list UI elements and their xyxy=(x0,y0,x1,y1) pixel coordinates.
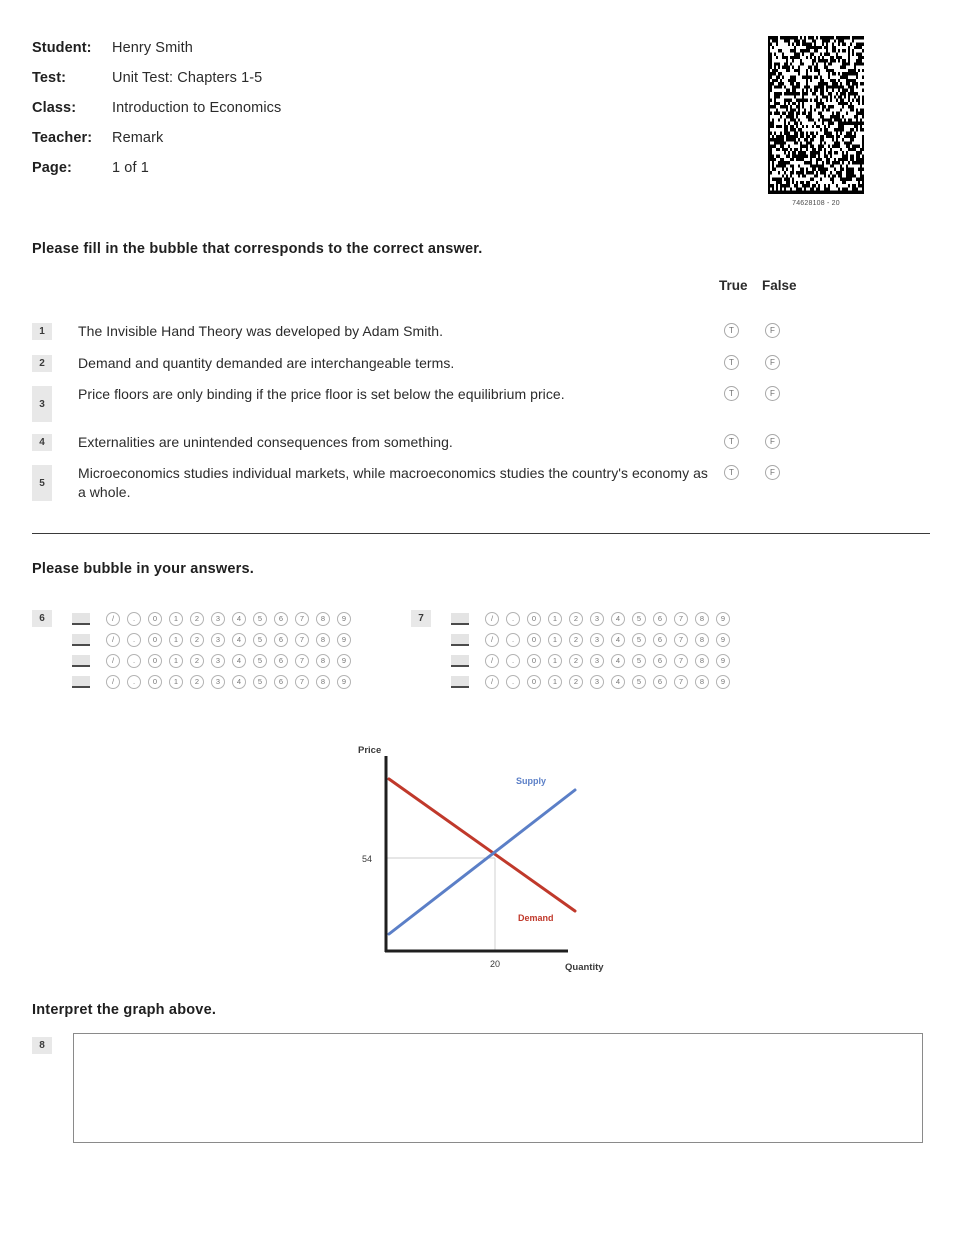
bubble-7[interactable]: 7 xyxy=(295,675,309,689)
bubble-2[interactable]: 2 xyxy=(190,633,204,647)
bubble-grid-rows xyxy=(451,608,730,692)
bubble-4[interactable]: 4 xyxy=(611,612,625,626)
meta-value-student: Henry Smith xyxy=(112,40,193,56)
qr-code-block xyxy=(768,36,864,207)
bubble-false[interactable]: F xyxy=(765,323,780,338)
true-false-bubble-pair xyxy=(724,355,780,370)
bubble-5[interactable]: 5 xyxy=(253,675,267,689)
meta-label-student: Student: xyxy=(32,40,92,56)
meta-row-test xyxy=(32,70,732,100)
true-false-row xyxy=(32,464,832,502)
chart-tick-label-x: 20 xyxy=(489,959,501,969)
bubble-9[interactable]: 9 xyxy=(716,654,730,668)
bubble-dot[interactable]: . xyxy=(127,612,141,626)
write-in-box[interactable] xyxy=(72,655,90,667)
bubble-slash[interactable]: / xyxy=(106,612,120,626)
meta-value-teacher: Remark xyxy=(112,130,164,146)
question-number-7: 7 xyxy=(411,610,431,627)
true-false-row xyxy=(32,385,832,422)
bubble-0[interactable]: 0 xyxy=(527,675,541,689)
true-false-bubble-pair xyxy=(724,386,780,401)
bubble-dot[interactable]: . xyxy=(506,654,520,668)
bubble-grid-row xyxy=(72,671,351,692)
bubble-row xyxy=(106,654,351,668)
bubble-4[interactable]: 4 xyxy=(611,675,625,689)
bubble-1[interactable]: 1 xyxy=(169,633,183,647)
write-in-box[interactable] xyxy=(451,655,469,667)
bubble-grid-row xyxy=(72,650,351,671)
bubble-5[interactable]: 5 xyxy=(253,654,267,668)
bubble-9[interactable]: 9 xyxy=(337,612,351,626)
meta-value-page: 1 of 1 xyxy=(112,160,149,176)
bubble-7[interactable]: 7 xyxy=(295,612,309,626)
bubble-6[interactable]: 6 xyxy=(274,654,288,668)
bubble-slash[interactable]: / xyxy=(106,654,120,668)
chart-axis-label-y: Price xyxy=(358,745,382,756)
bubble-7[interactable]: 7 xyxy=(674,612,688,626)
column-header-true: True xyxy=(719,278,748,293)
true-false-bubble-pair xyxy=(724,434,780,449)
bubble-7[interactable]: 7 xyxy=(674,654,688,668)
bubble-grid-row xyxy=(451,608,730,629)
bubble-4[interactable]: 4 xyxy=(232,633,246,647)
bubble-grid-row xyxy=(72,629,351,650)
bubble-5[interactable]: 5 xyxy=(253,633,267,647)
meta-label-page: Page: xyxy=(32,160,72,176)
bubble-8[interactable]: 8 xyxy=(316,675,330,689)
meta-value-test: Unit Test: Chapters 1-5 xyxy=(112,70,263,86)
bubble-7[interactable]: 7 xyxy=(674,675,688,689)
bubble-5[interactable]: 5 xyxy=(632,612,646,626)
bubble-6[interactable]: 6 xyxy=(653,633,667,647)
bubble-6[interactable]: 6 xyxy=(653,675,667,689)
write-in-box[interactable] xyxy=(451,676,469,688)
bubble-9[interactable]: 9 xyxy=(337,633,351,647)
bubble-6[interactable]: 6 xyxy=(274,633,288,647)
bubble-9[interactable]: 9 xyxy=(337,654,351,668)
bubble-7[interactable]: 7 xyxy=(295,633,309,647)
bubble-4[interactable]: 4 xyxy=(611,654,625,668)
chart-tick-label-y: 54 xyxy=(361,854,373,864)
bubble-9[interactable]: 9 xyxy=(337,675,351,689)
bubble-8[interactable]: 8 xyxy=(695,633,709,647)
bubble-3[interactable]: 3 xyxy=(590,675,604,689)
question-number-3: 3 xyxy=(32,386,52,422)
bubble-8[interactable]: 8 xyxy=(316,612,330,626)
bubble-5[interactable]: 5 xyxy=(632,633,646,647)
write-in-box[interactable] xyxy=(451,634,469,646)
bubble-2[interactable]: 2 xyxy=(569,654,583,668)
instruction-interpret-graph: Interpret the graph above. xyxy=(32,1002,217,1018)
question-number-8: 8 xyxy=(32,1037,52,1054)
bubble-dot[interactable]: . xyxy=(127,654,141,668)
bubble-5[interactable]: 5 xyxy=(632,675,646,689)
question-text: Microeconomics studies individual markets, while macroeconomics studies the country's economy as a whole. xyxy=(78,465,708,500)
bubble-true[interactable]: T xyxy=(724,386,739,401)
bubble-8[interactable]: 8 xyxy=(695,654,709,668)
bubble-false[interactable]: F xyxy=(765,386,780,401)
bubble-slash[interactable]: / xyxy=(106,675,120,689)
instruction-bubble-answers: Please bubble in your answers. xyxy=(32,561,254,577)
bubble-0[interactable]: 0 xyxy=(148,675,162,689)
instruction-true-false: Please fill in the bubble that corresponds to the correct answer. xyxy=(32,241,483,257)
bubble-true[interactable]: T xyxy=(724,355,739,370)
bubble-grid-row xyxy=(72,608,351,629)
bubble-1[interactable]: 1 xyxy=(169,612,183,626)
true-false-question-list xyxy=(32,322,832,513)
bubble-false[interactable]: F xyxy=(765,355,780,370)
meta-row-page xyxy=(32,160,732,190)
bubble-2[interactable]: 2 xyxy=(190,654,204,668)
bubble-7[interactable]: 7 xyxy=(295,654,309,668)
bubble-3[interactable]: 3 xyxy=(211,612,225,626)
question-text: Demand and quantity demanded are interchangeable terms. xyxy=(78,354,455,371)
bubble-3[interactable]: 3 xyxy=(211,633,225,647)
bubble-3[interactable]: 3 xyxy=(590,612,604,626)
question-text: Price floors are only binding if the price floor is set below the equilibrium price. xyxy=(78,386,565,402)
question-number-6: 6 xyxy=(32,610,52,627)
question-number-5: 5 xyxy=(32,465,52,501)
bubble-dot[interactable]: . xyxy=(127,633,141,647)
bubble-row xyxy=(485,654,730,668)
bubble-grid-row xyxy=(451,671,730,692)
student-info-header xyxy=(32,40,732,190)
write-in-box[interactable] xyxy=(72,634,90,646)
bubble-1[interactable]: 1 xyxy=(548,654,562,668)
bubble-0[interactable]: 0 xyxy=(527,612,541,626)
qr-caption: 74628108 - 20 xyxy=(792,200,840,207)
bubble-1[interactable]: 1 xyxy=(169,654,183,668)
bubble-dot[interactable]: . xyxy=(506,675,520,689)
column-header-false: False xyxy=(762,278,797,293)
bubble-9[interactable]: 9 xyxy=(716,612,730,626)
bubble-slash[interactable]: / xyxy=(106,633,120,647)
chart-svg xyxy=(340,738,630,978)
bubble-true[interactable]: T xyxy=(724,434,739,449)
meta-row-student xyxy=(32,40,732,70)
bubble-grid-rows xyxy=(72,608,351,692)
bubble-false[interactable]: F xyxy=(765,465,780,480)
bubble-row xyxy=(485,612,730,626)
chart-axis-label-x: Quantity xyxy=(565,962,604,973)
bubble-dot[interactable]: . xyxy=(506,612,520,626)
bubble-6[interactable]: 6 xyxy=(274,675,288,689)
meta-row-teacher xyxy=(32,130,732,160)
bubble-1[interactable]: 1 xyxy=(548,675,562,689)
bubble-6[interactable]: 6 xyxy=(274,612,288,626)
bubble-row xyxy=(106,612,351,626)
meta-row-class xyxy=(32,100,732,130)
bubble-grid-row xyxy=(451,629,730,650)
chart-series-label-demand: Demand xyxy=(518,913,554,923)
bubble-2[interactable]: 2 xyxy=(569,612,583,626)
bubble-3[interactable]: 3 xyxy=(211,675,225,689)
bubble-0[interactable]: 0 xyxy=(148,654,162,668)
bubble-slash[interactable]: / xyxy=(485,612,499,626)
bubble-slash[interactable]: / xyxy=(485,633,499,647)
bubble-2[interactable]: 2 xyxy=(569,633,583,647)
meta-value-class: Introduction to Economics xyxy=(112,100,282,116)
question-number-4: 4 xyxy=(32,434,52,451)
question-number-2: 2 xyxy=(32,355,52,372)
write-in-box[interactable] xyxy=(451,613,469,625)
bubble-true[interactable]: T xyxy=(724,465,739,480)
bubble-slash[interactable]: / xyxy=(485,654,499,668)
bubble-3[interactable]: 3 xyxy=(590,654,604,668)
true-false-row xyxy=(32,354,832,375)
bubble-8[interactable]: 8 xyxy=(695,675,709,689)
bubble-4[interactable]: 4 xyxy=(611,633,625,647)
bubble-5[interactable]: 5 xyxy=(632,654,646,668)
bubble-1[interactable]: 1 xyxy=(169,675,183,689)
bubble-grid-question-6 xyxy=(32,608,351,692)
true-false-row xyxy=(32,433,832,454)
bubble-4[interactable]: 4 xyxy=(232,675,246,689)
chart-series-label-supply: Supply xyxy=(516,776,547,786)
true-false-bubble-pair xyxy=(724,323,780,338)
bubble-dot[interactable]: . xyxy=(127,675,141,689)
bubble-grid-row xyxy=(451,650,730,671)
bubble-4[interactable]: 4 xyxy=(232,654,246,668)
question-text: Externalities are unintended consequences from something. xyxy=(78,433,453,450)
bubble-3[interactable]: 3 xyxy=(590,633,604,647)
write-in-box[interactable] xyxy=(72,676,90,688)
bubble-4[interactable]: 4 xyxy=(232,612,246,626)
bubble-2[interactable]: 2 xyxy=(569,675,583,689)
true-false-row xyxy=(32,322,832,343)
bubble-false[interactable]: F xyxy=(765,434,780,449)
true-false-bubble-pair xyxy=(724,465,780,480)
bubble-grid-question-7 xyxy=(411,608,730,692)
bubble-0[interactable]: 0 xyxy=(148,612,162,626)
bubble-0[interactable]: 0 xyxy=(148,633,162,647)
meta-label-teacher: Teacher: xyxy=(32,130,93,146)
question-number-1: 1 xyxy=(32,323,52,340)
section-divider xyxy=(32,533,930,534)
chart-line-demand xyxy=(389,779,575,911)
essay-answer-field[interactable] xyxy=(73,1033,923,1143)
write-in-box[interactable] xyxy=(72,613,90,625)
bubble-2[interactable]: 2 xyxy=(190,612,204,626)
bubble-3[interactable]: 3 xyxy=(211,654,225,668)
bubble-1[interactable]: 1 xyxy=(548,633,562,647)
bubble-1[interactable]: 1 xyxy=(548,612,562,626)
meta-label-class: Class: xyxy=(32,100,77,116)
essay-answer-block xyxy=(32,1033,923,1143)
bubble-0[interactable]: 0 xyxy=(527,654,541,668)
bubble-dot[interactable]: . xyxy=(506,633,520,647)
qr-code-icon xyxy=(768,36,864,194)
bubble-2[interactable]: 2 xyxy=(190,675,204,689)
bubble-row xyxy=(485,675,730,689)
bubble-5[interactable]: 5 xyxy=(253,612,267,626)
bubble-0[interactable]: 0 xyxy=(527,633,541,647)
bubble-row xyxy=(485,633,730,647)
bubble-slash[interactable]: / xyxy=(485,675,499,689)
bubble-8[interactable]: 8 xyxy=(695,612,709,626)
supply-demand-chart xyxy=(340,738,630,978)
bubble-8[interactable]: 8 xyxy=(316,633,330,647)
question-text: The Invisible Hand Theory was developed by Adam Smith. xyxy=(78,323,444,339)
bubble-9[interactable]: 9 xyxy=(716,633,730,647)
bubble-row xyxy=(106,633,351,647)
bubble-9[interactable]: 9 xyxy=(716,675,730,689)
meta-label-test: Test: xyxy=(32,70,67,86)
bubble-6[interactable]: 6 xyxy=(653,654,667,668)
bubble-true[interactable]: T xyxy=(724,323,739,338)
bubble-7[interactable]: 7 xyxy=(674,633,688,647)
bubble-8[interactable]: 8 xyxy=(316,654,330,668)
bubble-row xyxy=(106,675,351,689)
bubble-6[interactable]: 6 xyxy=(653,612,667,626)
